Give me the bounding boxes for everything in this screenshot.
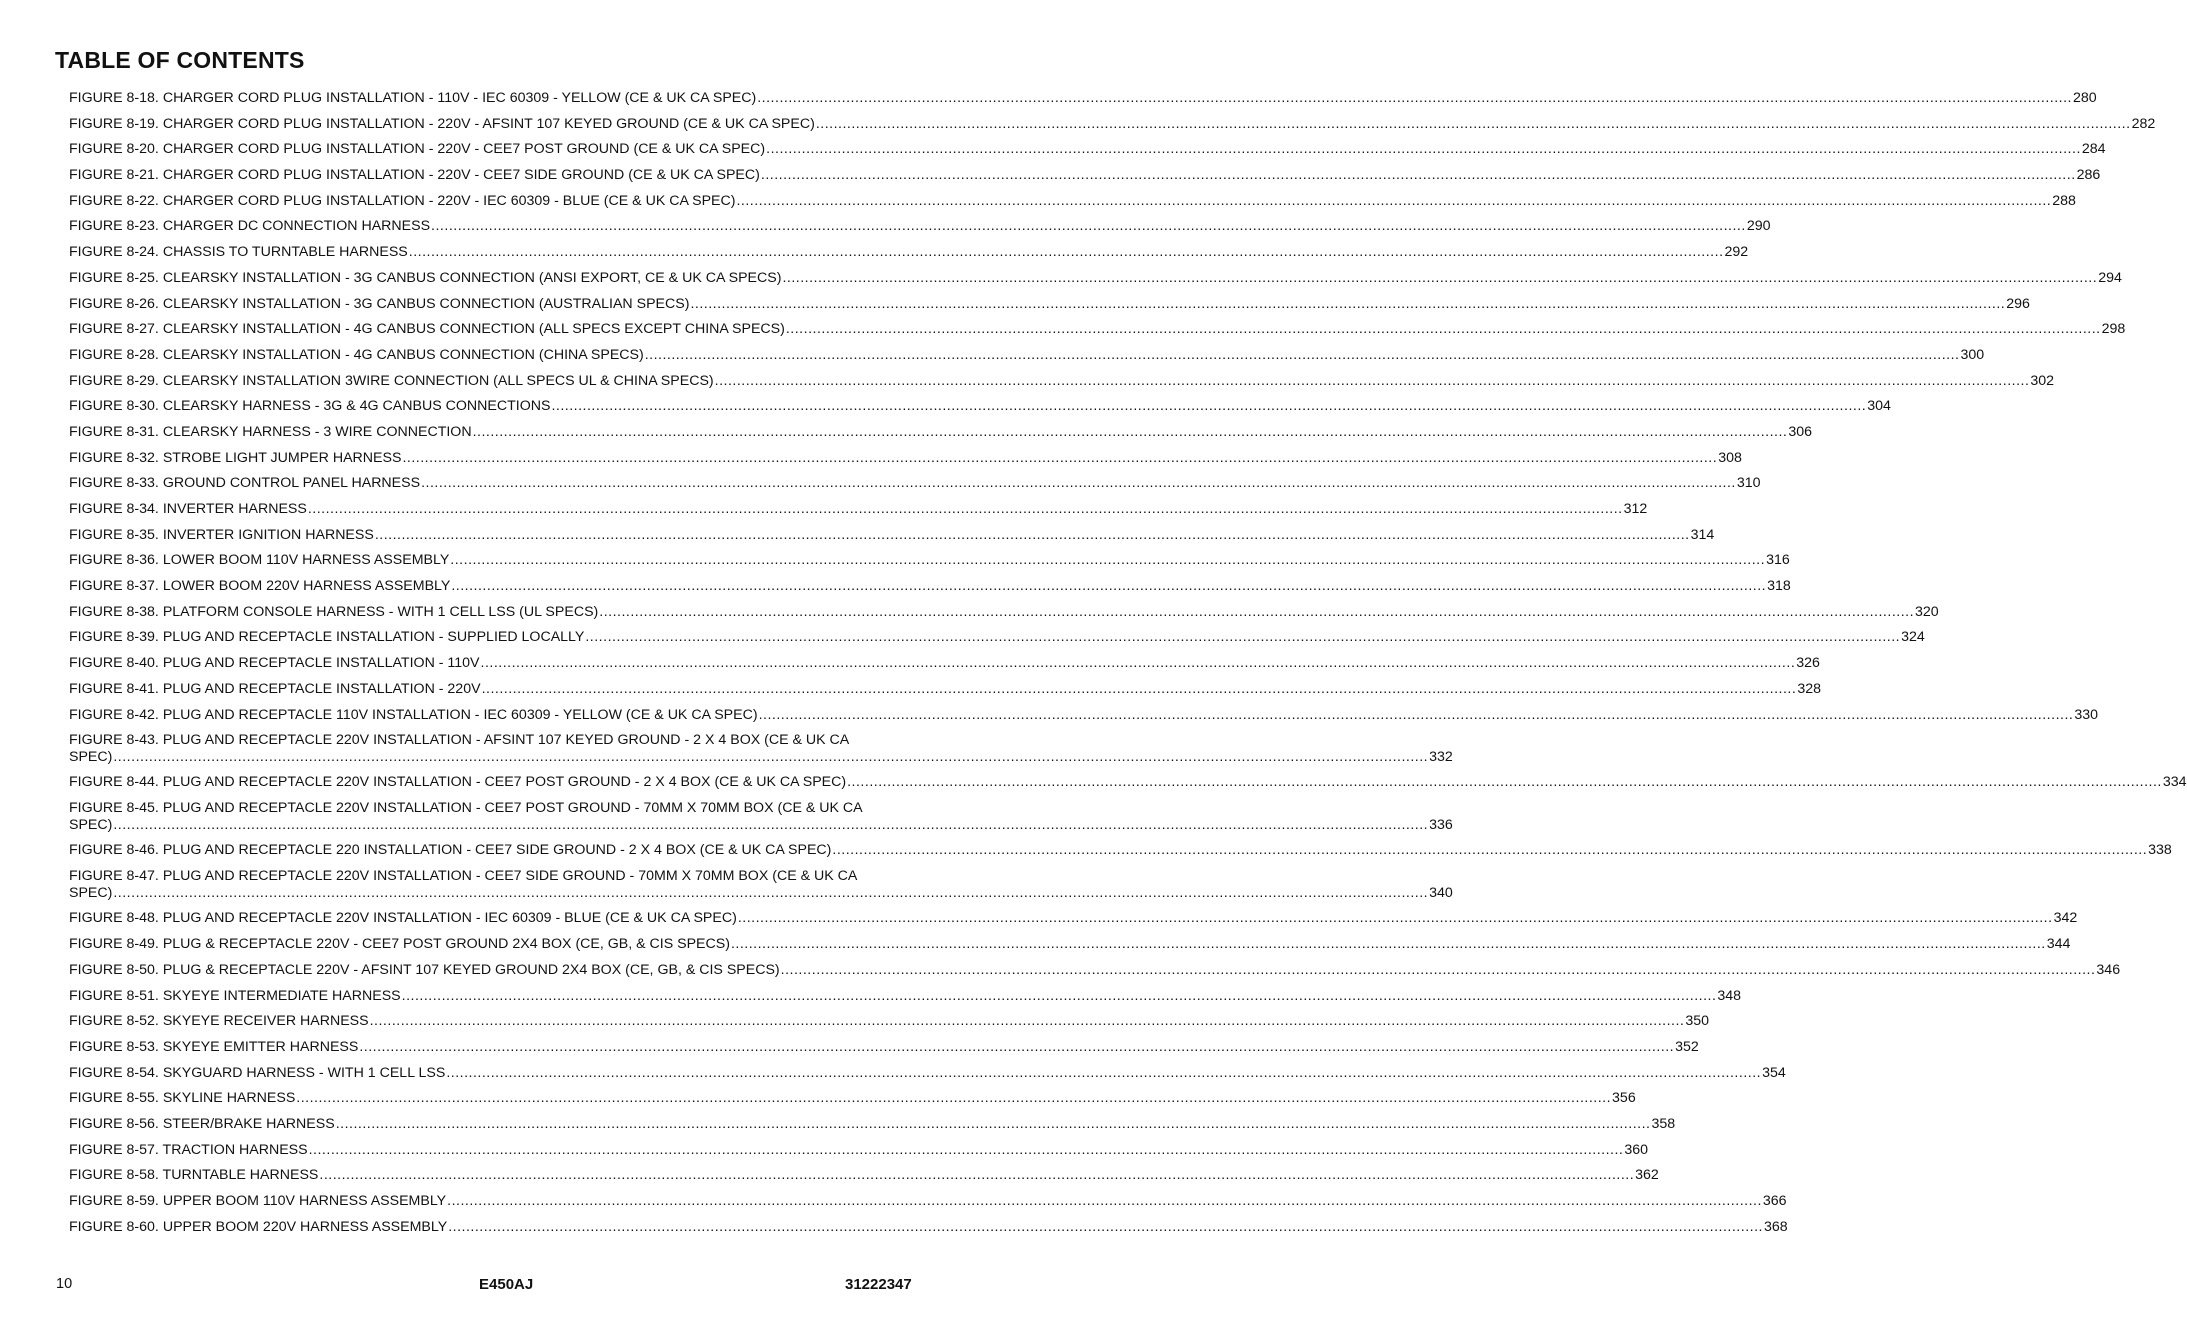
toc-entry[interactable] bbox=[69, 90, 2097, 107]
toc-entry[interactable] bbox=[69, 1193, 1787, 1210]
toc-entry[interactable] bbox=[69, 167, 2101, 184]
toc-entry-title: FIGURE 8-44. PLUG AND RECEPTACLE 220V INSTALLATION - CEE7 POST GROUND - 2 X 4 BOX (CE & UK CA SPEC) bbox=[69, 774, 847, 791]
dot-leader bbox=[736, 193, 2051, 210]
dot-leader bbox=[766, 141, 2081, 158]
toc-entry[interactable] bbox=[69, 372, 2055, 390]
dot-leader bbox=[446, 1065, 1761, 1082]
toc-entry[interactable] bbox=[69, 961, 2121, 979]
page-title: TABLE OF CONTENTS bbox=[55, 47, 305, 73]
dot-leader bbox=[481, 655, 1796, 672]
toc-entry-page: 296 bbox=[2006, 295, 2030, 312]
toc-entry[interactable] bbox=[69, 987, 1742, 1005]
dot-leader bbox=[451, 578, 1766, 595]
toc-entry-title: FIGURE 8-50. PLUG & RECEPTACLE 220V - AFSINT 107 KEYED GROUND 2X4 BOX (CE, GB, & CIS SPECS) bbox=[69, 961, 780, 978]
toc-entry-title: FIGURE 8-54. SKYGUARD HARNESS - WITH 1 CELL LSS bbox=[69, 1064, 446, 1081]
toc-entry[interactable] bbox=[69, 1141, 1649, 1159]
dot-leader bbox=[690, 296, 2005, 313]
dot-leader bbox=[759, 707, 2074, 724]
dot-leader bbox=[450, 552, 1765, 569]
dot-leader bbox=[319, 1167, 1634, 1184]
dot-leader bbox=[757, 90, 2072, 107]
dot-leader bbox=[113, 817, 1428, 834]
toc-entry-title: FIGURE 8-29. CLEARSKY INSTALLATION 3WIRE CONNECTION (ALL SPECS UL & CHINA SPECS) bbox=[69, 372, 714, 389]
dot-leader bbox=[761, 167, 2076, 184]
toc-entry[interactable] bbox=[69, 475, 1761, 492]
toc-entry-page: 304 bbox=[1867, 398, 1891, 415]
dot-leader bbox=[113, 885, 1428, 902]
toc-entry-title: FIGURE 8-51. SKYEYE INTERMEDIATE HARNESS bbox=[69, 987, 401, 1004]
toc-entry[interactable] bbox=[69, 552, 1790, 569]
toc-entry-title: FIGURE 8-56. STEER/BRAKE HARNESS bbox=[69, 1115, 335, 1132]
dot-leader bbox=[359, 1039, 1674, 1056]
toc-entry[interactable] bbox=[69, 1218, 1788, 1236]
toc-entry-page: 354 bbox=[1762, 1064, 1786, 1081]
toc-entry-title-line1: FIGURE 8-43. PLUG AND RECEPTACLE 220V INSTALLATION - AFSINT 107 KEYED GROUND - 2 X 4 BOX (CE & UK CA bbox=[69, 732, 850, 749]
toc-entry-title: FIGURE 8-32. STROBE LIGHT JUMPER HARNESS bbox=[69, 449, 402, 466]
toc-entry-page: 326 bbox=[1796, 655, 1820, 672]
toc-entry[interactable] bbox=[69, 321, 2126, 338]
toc-entry[interactable] bbox=[69, 1013, 1710, 1030]
dot-leader bbox=[431, 218, 1746, 235]
toc-entry-title: FIGURE 8-25. CLEARSKY INSTALLATION - 3G CANBUS CONNECTION (ANSI EXPORT, CE & UK CA SPECS) bbox=[69, 269, 782, 286]
toc-entry-page: 358 bbox=[1651, 1115, 1676, 1132]
dot-leader bbox=[309, 1142, 1624, 1159]
toc-entry-title: FIGURE 8-58. TURNTABLE HARNESS bbox=[69, 1167, 319, 1184]
dot-leader bbox=[782, 270, 2097, 287]
toc-entry[interactable] bbox=[69, 910, 2078, 927]
toc-entry-page: 360 bbox=[1624, 1141, 1649, 1158]
toc-entry-page: 352 bbox=[1675, 1038, 1699, 1055]
toc-entry[interactable] bbox=[69, 115, 2156, 133]
toc-entry-page: 366 bbox=[1762, 1193, 1787, 1210]
toc-entry-page: 334 bbox=[2162, 774, 2187, 791]
toc-entry[interactable] bbox=[69, 346, 1985, 364]
toc-entry-title: FIGURE 8-23. CHARGER DC CONNECTION HARNESS bbox=[69, 218, 431, 235]
toc-entry-page: 330 bbox=[2074, 706, 2099, 723]
toc-entry-title: SPEC) bbox=[69, 885, 113, 902]
dot-leader bbox=[409, 244, 1724, 261]
toc-entry-title: FIGURE 8-39. PLUG AND RECEPTACLE INSTALLATION - SUPPLIED LOCALLY bbox=[69, 629, 585, 646]
toc-entry-title: FIGURE 8-55. SKYLINE HARNESS bbox=[69, 1090, 296, 1107]
toc-entry-title: FIGURE 8-41. PLUG AND RECEPTACLE INSTALLATION - 220V bbox=[69, 680, 481, 697]
toc-entry[interactable] bbox=[69, 706, 2099, 724]
toc-entry-page: 324 bbox=[1901, 629, 1925, 646]
toc-entry-page: 344 bbox=[2046, 936, 2071, 953]
toc-entry[interactable] bbox=[69, 732, 1453, 766]
toc-entry-title: FIGURE 8-59. UPPER BOOM 110V HARNESS ASSEMBLY bbox=[69, 1193, 447, 1210]
toc-entry[interactable] bbox=[69, 1064, 1786, 1082]
toc-entry-page: 302 bbox=[2030, 372, 2055, 389]
dot-leader bbox=[731, 936, 2046, 953]
toc-entry-title: FIGURE 8-40. PLUG AND RECEPTACLE INSTALLATION - 110V bbox=[69, 655, 480, 672]
toc-entry-title: FIGURE 8-27. CLEARSKY INSTALLATION - 4G CANBUS CONNECTION (ALL SPECS EXCEPT CHINA SPECS) bbox=[69, 321, 785, 338]
dot-leader bbox=[402, 450, 1717, 467]
toc-entry-title-line1: FIGURE 8-45. PLUG AND RECEPTACLE 220V INSTALLATION - CEE7 POST GROUND - 70MM X 70MM BOX (CE & UK CA bbox=[69, 800, 863, 817]
toc-entry[interactable] bbox=[69, 1115, 1676, 1133]
toc-entry-page: 338 bbox=[2148, 842, 2172, 859]
toc-entry[interactable] bbox=[69, 629, 1925, 646]
toc-entry[interactable] bbox=[69, 449, 1742, 467]
toc-entry-title: FIGURE 8-52. SKYEYE RECEIVER HARNESS bbox=[69, 1013, 369, 1030]
toc-entry-page: 314 bbox=[1690, 526, 1715, 543]
toc-entry-page: 288 bbox=[2052, 192, 2076, 209]
toc-entry[interactable] bbox=[69, 578, 1791, 595]
toc-entry-title: FIGURE 8-33. GROUND CONTROL PANEL HARNESS bbox=[69, 475, 421, 492]
dot-leader bbox=[599, 604, 1914, 621]
footer-document-number: 31222347 bbox=[845, 1276, 912, 1293]
dot-leader bbox=[816, 116, 2131, 133]
toc-entry-title: FIGURE 8-34. INVERTER HARNESS bbox=[69, 501, 307, 517]
toc-entry-page: 356 bbox=[1612, 1090, 1636, 1107]
toc-entry-title: FIGURE 8-20. CHARGER CORD PLUG INSTALLATION - 220V - CEE7 POST GROUND (CE & UK CA SPEC) bbox=[69, 141, 766, 158]
toc-entry[interactable] bbox=[69, 1038, 1699, 1056]
toc-entry-page: 346 bbox=[2096, 961, 2121, 978]
dot-leader bbox=[482, 681, 1797, 698]
dot-leader bbox=[585, 629, 1900, 646]
dot-leader bbox=[421, 475, 1736, 492]
toc-entry-title: FIGURE 8-35. INVERTER IGNITION HARNESS bbox=[69, 526, 374, 543]
toc-entry-page: 300 bbox=[1960, 346, 1985, 363]
dot-leader bbox=[447, 1193, 1762, 1210]
toc-entry-title: SPEC) bbox=[69, 749, 113, 766]
toc-entry-page: 368 bbox=[1763, 1218, 1788, 1235]
dot-leader bbox=[847, 774, 2162, 791]
dot-leader bbox=[113, 749, 1428, 766]
dot-leader bbox=[551, 398, 1866, 415]
toc-entry-page: 332 bbox=[1429, 749, 1453, 766]
toc-entry-title: SPEC) bbox=[69, 817, 113, 834]
toc-entry-title: FIGURE 8-28. CLEARSKY INSTALLATION - 4G CANBUS CONNECTION (CHINA SPECS) bbox=[69, 346, 644, 363]
dot-leader bbox=[448, 1219, 1763, 1236]
toc-entry-title: FIGURE 8-22. CHARGER CORD PLUG INSTALLATION - 220V - IEC 60309 - BLUE (CE & UK CA SPEC) bbox=[69, 192, 736, 209]
toc-entry[interactable] bbox=[69, 526, 1715, 544]
toc-entry-page: 320 bbox=[1915, 603, 1939, 620]
toc-entry-title: FIGURE 8-19. CHARGER CORD PLUG INSTALLATION - 220V - AFSINT 107 KEYED GROUND (CE & UK CA SPEC) bbox=[69, 115, 815, 132]
toc-entry-title: FIGURE 8-53. SKYEYE EMITTER HARNESS bbox=[69, 1038, 359, 1055]
toc-entry-title: FIGURE 8-24. CHASSIS TO TURNTABLE HARNESS bbox=[69, 244, 408, 261]
dot-leader bbox=[308, 501, 1623, 518]
dot-leader bbox=[336, 1116, 1651, 1133]
toc-entry[interactable] bbox=[69, 774, 2187, 791]
toc-entry-page: 342 bbox=[2053, 910, 2078, 927]
toc-entry[interactable] bbox=[69, 1090, 1636, 1107]
toc-entry-title: FIGURE 8-26. CLEARSKY INSTALLATION - 3G CANBUS CONNECTION (AUSTRALIAN SPECS) bbox=[69, 295, 690, 312]
dot-leader bbox=[832, 842, 2147, 859]
toc-entry-page: 290 bbox=[1746, 218, 1771, 235]
toc-list bbox=[69, 90, 2187, 1244]
toc-entry-title: FIGURE 8-21. CHARGER CORD PLUG INSTALLATION - 220V - CEE7 SIDE GROUND (CE & UK CA SPEC) bbox=[69, 167, 760, 184]
toc-entry-page: 312 bbox=[1623, 501, 1648, 517]
toc-entry[interactable] bbox=[69, 501, 1648, 518]
toc-entry-title: FIGURE 8-36. LOWER BOOM 110V HARNESS ASSEMBLY bbox=[69, 552, 450, 569]
toc-entry-page: 292 bbox=[1724, 244, 1749, 261]
dot-leader bbox=[473, 424, 1788, 441]
toc-entry[interactable] bbox=[69, 141, 2106, 158]
toc-entry-page: 362 bbox=[1635, 1167, 1659, 1184]
toc-entry-page: 336 bbox=[1429, 817, 1453, 834]
dot-leader bbox=[738, 910, 2053, 927]
toc-entry-page: 316 bbox=[1766, 552, 1790, 569]
toc-entry[interactable] bbox=[69, 423, 1813, 441]
toc-entry-page: 298 bbox=[2101, 321, 2126, 338]
toc-entry-page: 310 bbox=[1736, 475, 1761, 492]
toc-entry-page: 348 bbox=[1717, 987, 1742, 1004]
toc-entry[interactable] bbox=[69, 603, 1939, 621]
toc-entry[interactable] bbox=[69, 936, 2071, 953]
toc-entry-title: FIGURE 8-42. PLUG AND RECEPTACLE 110V INSTALLATION - IEC 60309 - YELLOW (CE & UK CA SPEC) bbox=[69, 706, 758, 723]
toc-entry[interactable] bbox=[69, 842, 2172, 859]
dot-leader bbox=[786, 321, 2101, 338]
footer-page-number: 10 bbox=[56, 1276, 73, 1292]
toc-entry[interactable] bbox=[69, 1167, 1659, 1184]
toc-entry[interactable] bbox=[69, 655, 1820, 672]
dot-leader bbox=[370, 1013, 1685, 1030]
toc-entry-page: 318 bbox=[1767, 578, 1791, 595]
dot-leader bbox=[296, 1090, 1611, 1107]
toc-entry-title-line1: FIGURE 8-47. PLUG AND RECEPTACLE 220V INSTALLATION - CEE7 SIDE GROUND - 70MM X 70MM BOX (CE & UK CA bbox=[69, 868, 858, 885]
toc-entry-page: 308 bbox=[1718, 449, 1742, 466]
toc-entry-title: FIGURE 8-60. UPPER BOOM 220V HARNESS ASSEMBLY bbox=[69, 1218, 448, 1235]
toc-entry-title: FIGURE 8-38. PLATFORM CONSOLE HARNESS - WITH 1 CELL LSS (UL SPECS) bbox=[69, 603, 599, 620]
toc-entry-page: 284 bbox=[2081, 141, 2106, 158]
dot-leader bbox=[781, 962, 2096, 979]
toc-entry-title: FIGURE 8-46. PLUG AND RECEPTACLE 220 INSTALLATION - CEE7 SIDE GROUND - 2 X 4 BOX (CE & UK CA SPEC) bbox=[69, 842, 832, 859]
dot-leader bbox=[715, 373, 2030, 390]
dot-leader bbox=[645, 347, 1960, 364]
toc-entry[interactable] bbox=[69, 244, 1749, 261]
toc-entry-page: 286 bbox=[2076, 167, 2101, 184]
toc-entry[interactable] bbox=[69, 218, 1771, 235]
toc-entry-title: FIGURE 8-18. CHARGER CORD PLUG INSTALLATION - 110V - IEC 60309 - YELLOW (CE & UK CA SPEC) bbox=[69, 90, 757, 106]
footer-model: E450AJ bbox=[479, 1276, 534, 1293]
toc-entry-page: 306 bbox=[1788, 423, 1813, 440]
toc-entry-title: FIGURE 8-30. CLEARSKY HARNESS - 3G & 4G CANBUS CONNECTIONS bbox=[69, 398, 551, 415]
toc-entry-title: FIGURE 8-37. LOWER BOOM 220V HARNESS ASSEMBLY bbox=[69, 578, 451, 595]
toc-entry-page: 294 bbox=[2098, 269, 2122, 286]
dot-leader bbox=[375, 527, 1690, 544]
toc-entry-page: 340 bbox=[1429, 885, 1453, 902]
toc-entry-page: 328 bbox=[1797, 680, 1821, 697]
toc-entry[interactable] bbox=[69, 192, 2076, 210]
toc-entry-page: 350 bbox=[1685, 1013, 1710, 1030]
toc-entry-page: 282 bbox=[2131, 115, 2156, 132]
toc-entry-title: FIGURE 8-57. TRACTION HARNESS bbox=[69, 1141, 308, 1158]
toc-entry[interactable] bbox=[69, 868, 1453, 902]
toc-entry-title: FIGURE 8-48. PLUG AND RECEPTACLE 220V INSTALLATION - IEC 60309 - BLUE (CE & UK CA SPEC) bbox=[69, 910, 737, 927]
toc-entry[interactable] bbox=[69, 680, 1821, 698]
toc-entry[interactable] bbox=[69, 800, 1453, 834]
dot-leader bbox=[402, 988, 1717, 1005]
toc-entry[interactable] bbox=[69, 295, 2030, 313]
toc-entry[interactable] bbox=[69, 269, 2122, 287]
toc-entry-title: FIGURE 8-49. PLUG & RECEPTACLE 220V - CEE7 POST GROUND 2X4 BOX (CE, GB, & CIS SPECS) bbox=[69, 936, 730, 953]
toc-entry-title: FIGURE 8-31. CLEARSKY HARNESS - 3 WIRE CONNECTION bbox=[69, 423, 472, 440]
toc-entry[interactable] bbox=[69, 398, 1891, 415]
toc-entry-page: 280 bbox=[2073, 90, 2097, 106]
